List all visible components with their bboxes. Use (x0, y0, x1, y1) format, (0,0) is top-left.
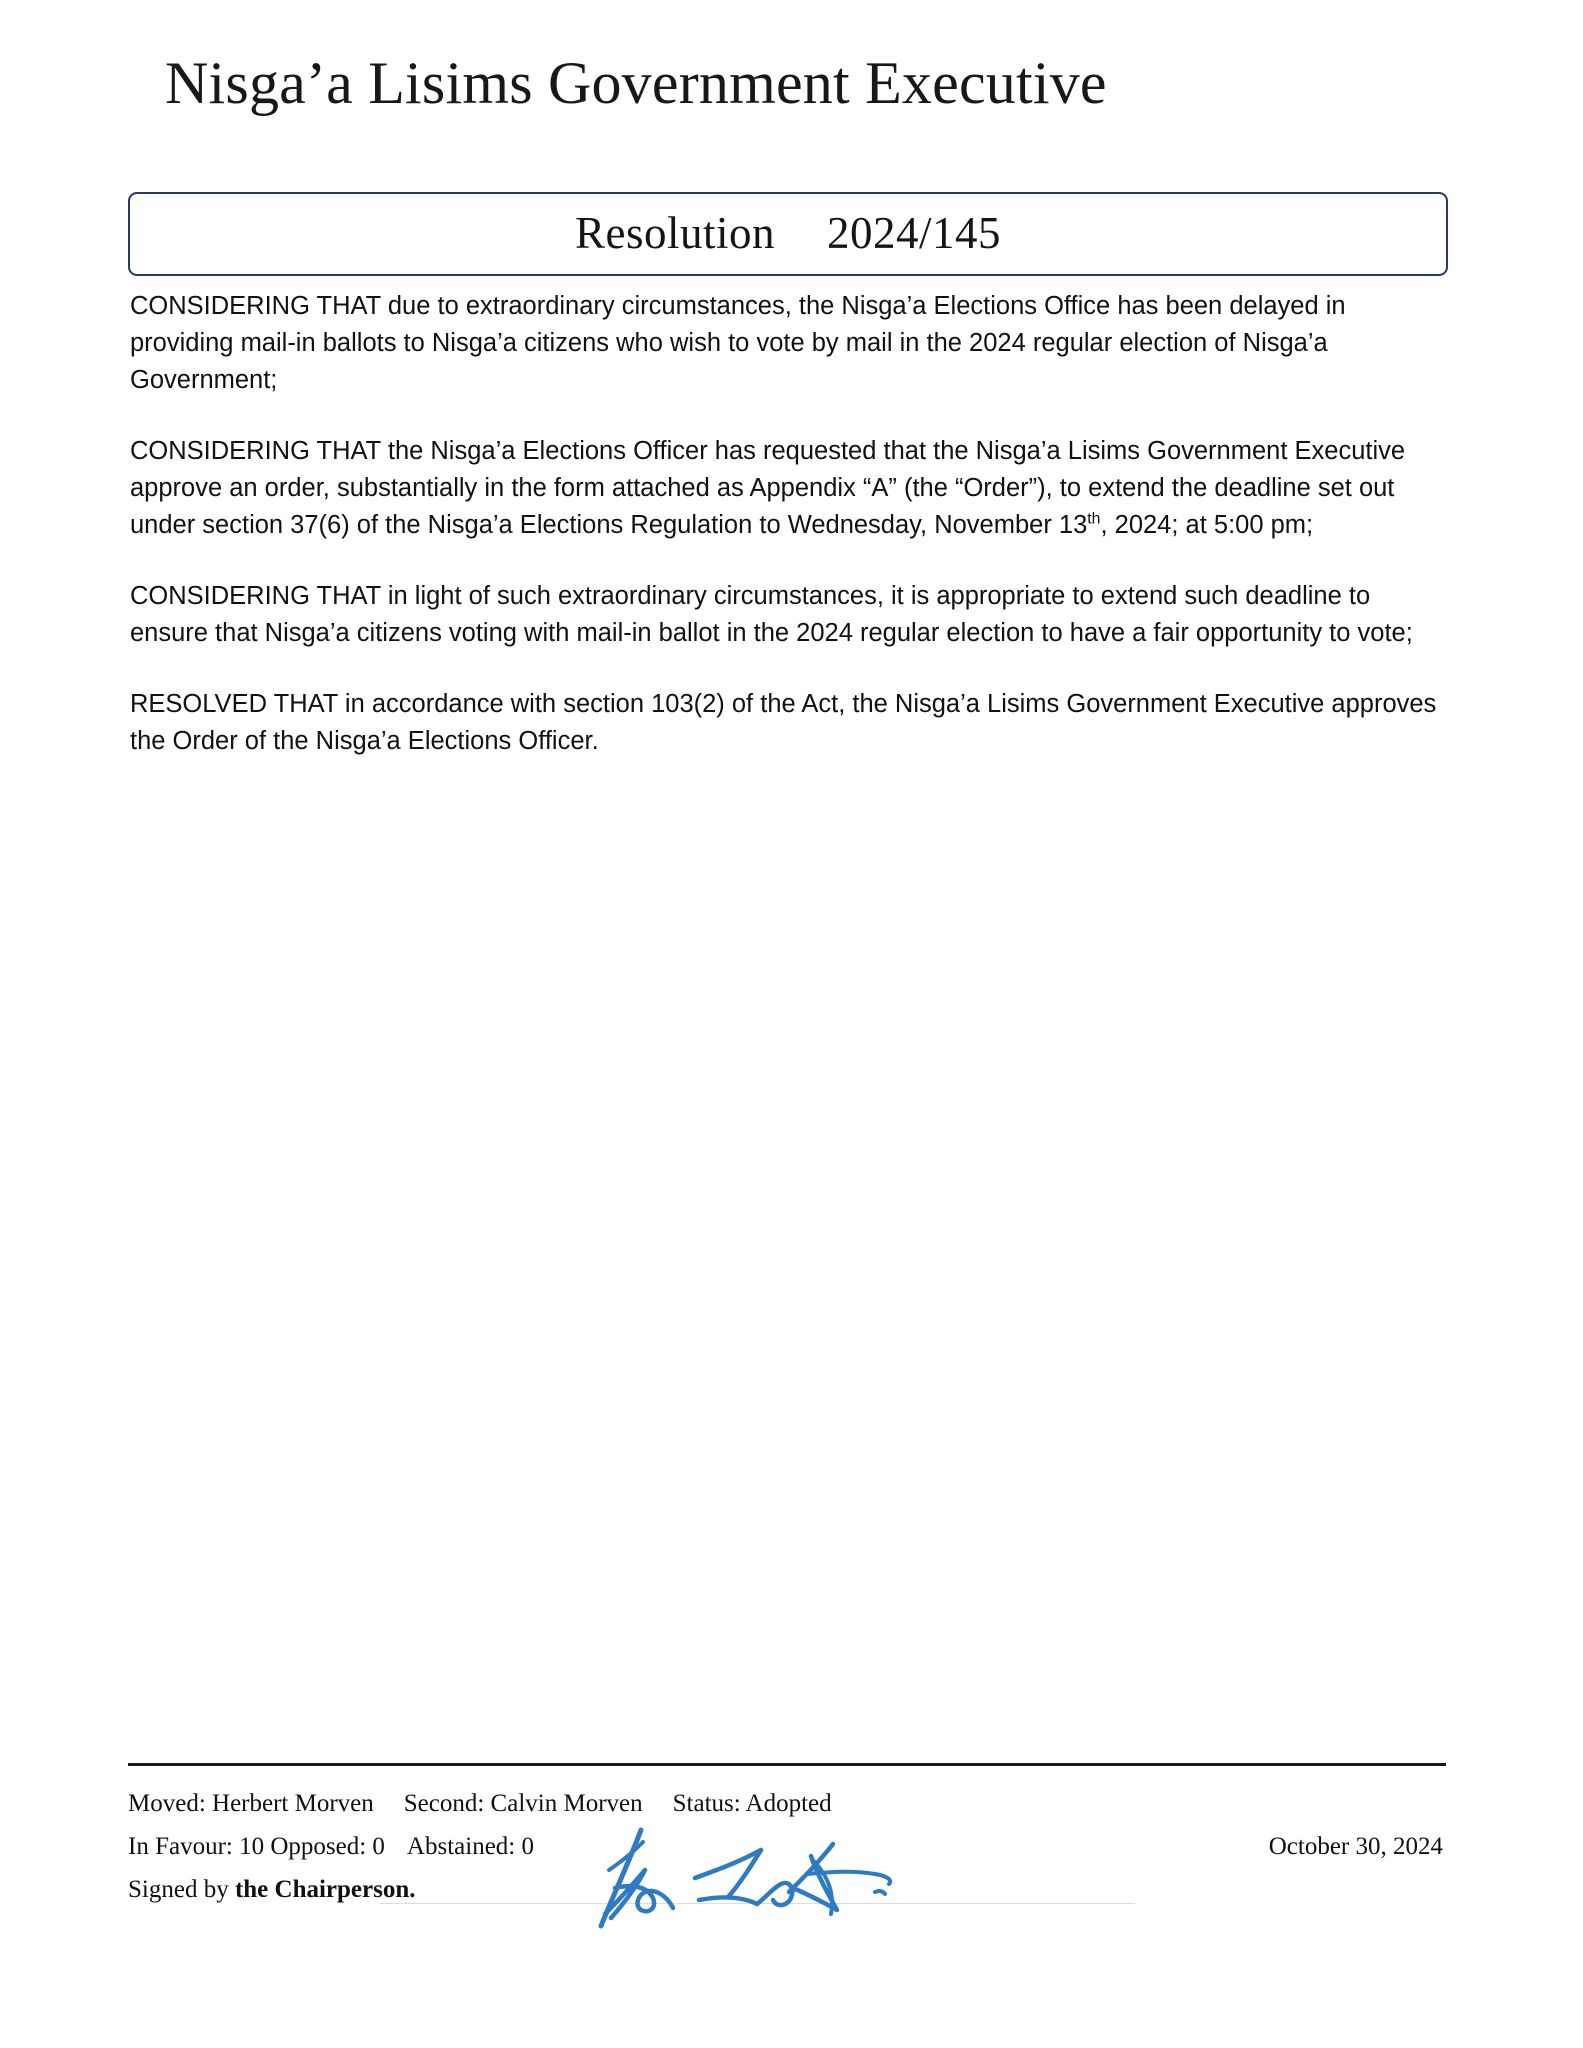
paragraph-considering-2 (130, 433, 1448, 544)
footer-row-signature-label (128, 1868, 1448, 1911)
footer-row-motion (128, 1782, 1448, 1825)
paragraph-resolved: RESOLVED THAT in accordance with section 103(2) of the Act, the Nisga’a Lisims Government Executive approves the Order of the Nisga’a Elections Officer. (130, 690, 1437, 755)
footer-row-vote-count (128, 1825, 1448, 1868)
resolution-header-box (128, 192, 1448, 276)
resolution-number: 2024/145 (827, 208, 1002, 258)
ordinal-suffix: th (1087, 510, 1101, 528)
document-body (130, 288, 1448, 760)
paragraph-considering-2-text-before: CONSIDERING THAT the Nisga’a Elections Officer has requested that the Nisga’a Lisims Government Executive approve an order, substantially in the form attached as Appendix “A” (the “Order”), to extend the deadline set out under section 37(6) of the Nisga’a Elections Regulation to Wednesday, November 13 (130, 437, 1406, 539)
moved-by: Moved: Herbert Morven (128, 1790, 374, 1817)
vote-abstained: Abstained: 0 (406, 1833, 534, 1860)
signed-by-role: the Chairperson. (234, 1876, 416, 1903)
status-badge: Status: Adopted (672, 1790, 832, 1817)
footer-divider (128, 1763, 1446, 1766)
resolution-header-text (575, 207, 1001, 259)
vote-in-favour-opposed: In Favour: 10 Opposed: 0 (128, 1833, 385, 1860)
seconded-by: Second: Calvin Morven (403, 1790, 643, 1817)
paragraph-considering-2-text-after: , 2024; at 5:00 pm; (1100, 511, 1314, 539)
resolution-label: Resolution (574, 208, 775, 258)
page-title: Nisga’a Lisims Government Executive (165, 50, 1107, 116)
paragraph-considering-3: CONSIDERING THAT in light of such extraordinary circumstances, it is appropriate to extend such deadline to ensure that Nisga’a citizens voting with mail-in ballot in the 2024 regular election to have a fair opportunity to vote; (130, 582, 1413, 647)
footer-block (128, 1782, 1448, 1911)
signed-by-prefix: Signed by (128, 1876, 235, 1903)
signature-line (380, 1903, 1135, 1904)
resolution-date: October 30, 2024 (1268, 1833, 1443, 1860)
paragraph-considering-1: CONSIDERING THAT due to extraordinary circumstances, the Nisga’a Elections Office has been delayed in providing mail-in ballots to Nisga’a citizens who wish to vote by mail in the 2024 regular election of Nisga’a Government; (130, 292, 1346, 394)
